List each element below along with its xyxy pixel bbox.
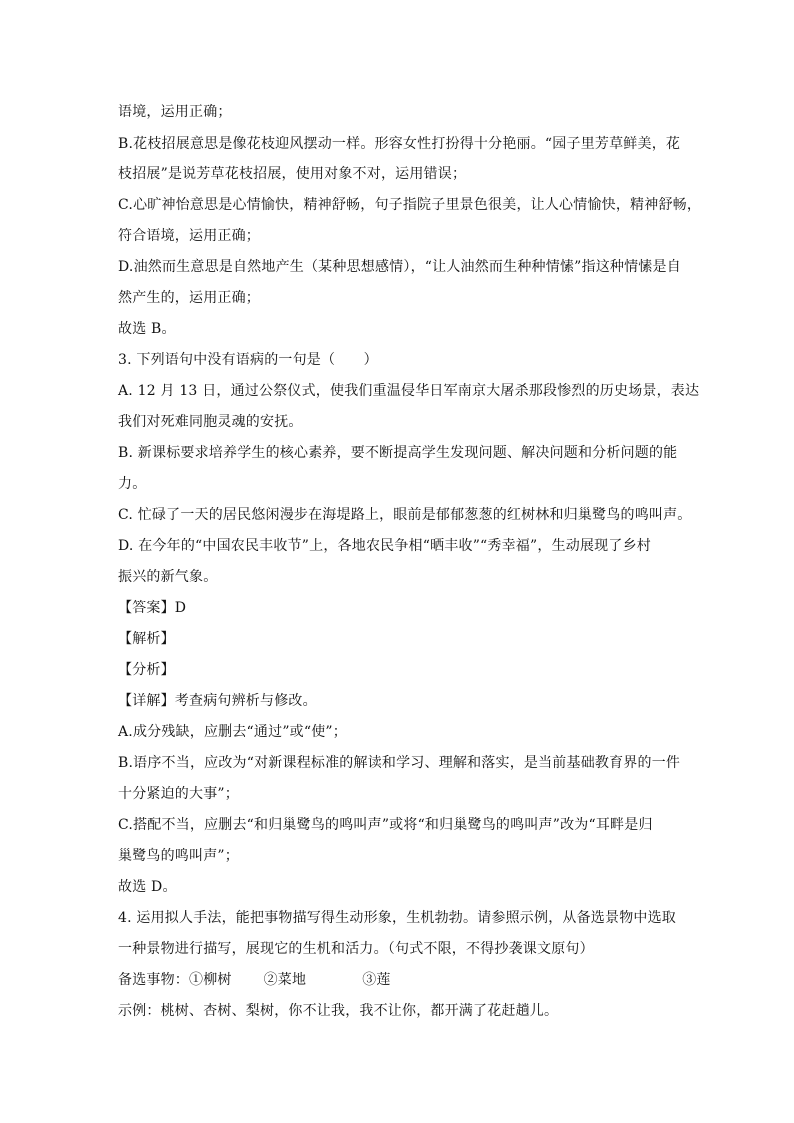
text-line: 十分紧迫的大事”； — [118, 786, 239, 802]
question-3-heading: 3. 下列语句中没有语病的一句是（ ） — [118, 352, 378, 368]
detail-label: 【详解】考查病句辨析与修改。 — [118, 693, 317, 709]
text-line: 语境，运用正确； — [118, 104, 232, 120]
text-line: 枝招展”是说芳草花枝招展，使用对象不对，运用错误； — [118, 166, 467, 182]
option-d-line: D. 在今年的“中国农民丰收节”上，各地农民争相“晒丰收”“秀幸福”，生动展现了乡村 — [118, 538, 651, 554]
text-line: 符合语境，运用正确； — [118, 228, 260, 244]
question-4-heading: 4. 运用拟人手法，能把事物描写得生动形象，生机勃勃。请参照示例，从备选景物中选取 — [118, 910, 677, 926]
analysis-label: 【解析】 — [118, 631, 175, 647]
text-line: 然产生的，运用正确； — [118, 290, 260, 306]
text-line: A.成分残缺，应删去“通过”或“使”； — [118, 724, 347, 740]
text-line: B.花枝招展意思是像花枝迎风摆动一样。形容女性打扮得十分艳丽。“园子里芳草鲜美，花 — [118, 136, 681, 152]
candidate-item-2: ②菜地 — [263, 972, 307, 988]
text-line: D.油然而生意思是自然地产生（某种思想感情），“让人油然而生种种情愫”指这种情愫是自 — [118, 259, 681, 275]
text-line: 故选 B。 — [118, 321, 176, 337]
analysis-sub-label: 【分析】 — [118, 662, 175, 678]
text-line: 故选 D。 — [118, 879, 177, 895]
text-line: C.搭配不当，应删去“和归巢鹭鸟的鸣叫声”或将“和归巢鹭鸟的鸣叫声”改为“耳畔是归 — [118, 817, 653, 833]
option-b-line: 力。 — [118, 476, 147, 492]
text-line: B.语序不当，应改为“对新课程标准的解读和学习、理解和落实，是当前基础教育界的一件 — [118, 755, 681, 771]
candidate-item-3: ③莲 — [362, 972, 391, 988]
candidate-label: 备选事物： — [118, 972, 189, 988]
option-a-line: 我们对死难同胞灵魂的安抚。 — [118, 414, 303, 430]
answer-label: 【答案】D — [118, 600, 187, 616]
option-a-line: A. 12 月 13 日，通过公祭仪式，使我们重温侵华日军南京大屠杀那段惨烈的历史场景，表达 — [118, 383, 700, 399]
text-line: 巢鹭鸟的鸣叫声”； — [118, 848, 239, 864]
example-line: 示例：桃树、杏树、梨树，你不让我，我不让你，都开满了花赶趟儿。 — [118, 1003, 559, 1019]
candidate-items — [118, 970, 678, 990]
option-d-line: 振兴的新气象。 — [118, 569, 218, 585]
candidate-item-1: ①柳树 — [189, 972, 232, 988]
option-b-line: B. 新课标要求培养学生的核心素养，要不断提高学生发现问题、解决问题和分析问题的能 — [118, 445, 678, 461]
text-line: C.心旷神怡意思是心情愉快，精神舒畅，句子指院子里景色很美，让人心情愉快，精神舒畅， — [118, 197, 702, 213]
text-line: 一种景物进行描写，展现它的生机和活力。（句式不限，不得抄袭课文原句） — [118, 941, 594, 957]
option-c-line: C. 忙碌了一天的居民悠闲漫步在海堤路上，眼前是郁郁葱葱的红树林和归巢鹭鸟的鸣叫声。 — [118, 507, 692, 523]
